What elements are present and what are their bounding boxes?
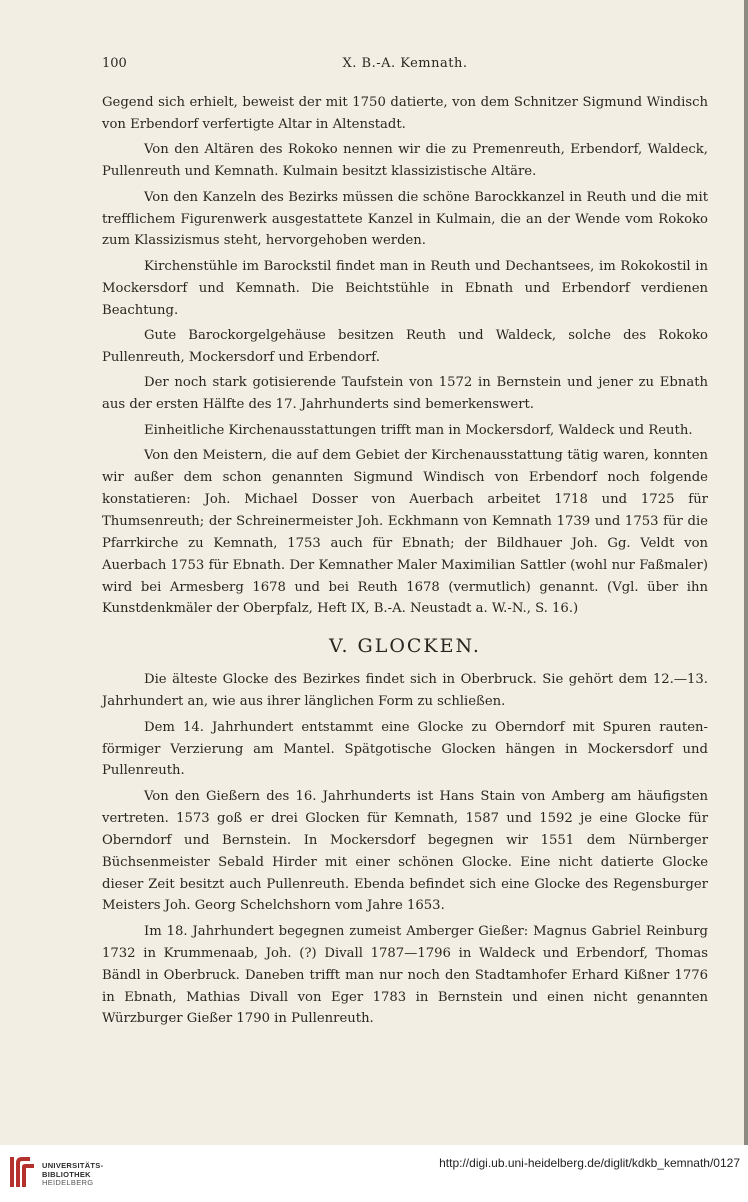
page-number: 100 (102, 56, 127, 71)
viewer-footer (0, 1145, 748, 1202)
paragraph: Von den Gießern des 16. Jahrhunderts ist Hans Stain von Amberg am häufigsten vertreten. 1573 goß er drei Glocken für Kemnath, 1587 und 1592 je eine Glocke für Oberndorf und Bernstein. In Mockersdorf begegnen wir 1551 dem Nürnberger Büchsenmeister Sebald Hirder mit einer schönen Glocke. Eine nicht datierte Glocke dieser Zeit besitzt auch Pullenreuth. Ebenda befindet sich eine Glocke des Regensburger Meisters Joh. Georg Schelchshorn vom Jahre 1653. (102, 788, 708, 914)
paragraph: Die älteste Glocke des Bezirkes findet sich in Oberbruck. Sie gehört dem 12.—13. Jahrhundert an, wie aus ihrer länglichen Form zu schließen. (102, 672, 708, 710)
paragraph: Der noch stark gotisierende Taufstein von 1572 in Bernstein und jener zu Ebnath aus der ersten Hälfte des 17. Jahrhunderts sind bemerkenswert. (102, 375, 708, 413)
paragraph: Gute Barockorgelgehäuse besitzen Reuth und Waldeck, solche des Rokoko Pullenreuth, Mockersdorf und Erbendorf. (102, 328, 708, 365)
paragraph: Im 18. Jahrhundert begegnen zumeist Amberger Gießer: Magnus Gabriel Reinburg 1732 in Krummenaab, Joh. (?) Divall 1787—1796 in Waldeck und Erbendorf, Thomas Bändl in Oberbruck. Daneben trifft man nur noch den Stadtamhofer Erhard Kißner 1776 in Ebnath, Mathias Divall von Eger 1783 in Bernstein und einen nicht genannten Würzburger Gießer 1790 in Pullenreuth. (102, 923, 708, 1027)
library-name (42, 1162, 103, 1188)
paragraph: Von den Altären des Rokoko nennen wir die zu Premenreuth, Erbendorf, Waldeck, Pullenreuth und Kemnath. Kulmain besitzt klassizistische Altäre. (102, 142, 708, 180)
permalink-url[interactable]: http://digi.ub.uni-heidelberg.de/diglit/kdkb_kemnath/0127 (439, 1156, 740, 1170)
page-header (102, 56, 708, 76)
paragraph: Kirchenstühle im Barockstil findet man in Reuth und Dechantsees, im Rokokostil in Mockersdorf und Kemnath. Die Beichtstühle in Ebnath und Erbendorf verdienen Beachtung. (102, 258, 708, 318)
page-edge-shadow (744, 0, 748, 1145)
body-text (102, 92, 708, 1034)
library-logo[interactable] (8, 1153, 168, 1193)
section-heading: V. GLOCKEN. (329, 635, 481, 658)
library-name-line1: UNIVERSITÄTS- (42, 1161, 104, 1170)
library-name-line3: HEIDELBERG (42, 1178, 94, 1187)
library-name-line2: BIBLIOTHEK (42, 1169, 91, 1179)
running-title: X. B.-A. Kemnath. (342, 56, 468, 71)
paragraph: Von den Kanzeln des Bezirks müssen die schöne Barockkanzel in Reuth und die mit trefflichem Figurenwerk ausgestattete Kanzel in Kulmain, die an der Wende vom Rokoko zum Klassizismus steht, hervorgehoben werden. (102, 189, 708, 249)
paragraph: Von den Meistern, die auf dem Gebiet der Kirchenausstattung tätig waren, konnten wir außer dem schon genannten Sigmund Windisch von Erbendorf noch folgende konstatieren: Joh. Michael Dosser von Auerbach arbeitet 1718 und 1725 für Thumsenreuth; der Schreinermeister Joh. Eckhmann von Kemnath 1739 und 1753 für die Pfarrkirche zu Kemnath, 1753 auch für Ebnath; der Bildhauer Joh. Gg. Veldt von Auerbach 1753 für Ebnath. Der Kemnather Maler Maximilian Sattler (wohl nur Faßmaler) wird bei Armesberg 1678 und bei Reuth 1678 (vermutlich) genannt. (Vgl. über ihn Kunstdenkmäler der Oberpfalz, Heft IX, B.-A. Neustadt a. W.-N., S. 16.) (102, 448, 708, 617)
paragraph: Einheitliche Kirchenausstattungen trifft man in Mockersdorf, Waldeck und Reuth. (144, 422, 693, 438)
paragraph: Gegend sich erhielt, beweist der mit 1750 datierte, von dem Schnitzer Sigmund Windisch von Erbendorf verfertigte Altar in Altenstadt. (102, 95, 708, 132)
paragraph: Dem 14. Jahrhundert entstammt eine Glocke zu Oberndorf mit Spuren rautenförmiger Verzierung am Mantel. Spätgotische Glocken hängen in Mockersdorf und Pullenreuth. (102, 719, 708, 779)
library-logo-icon (8, 1153, 38, 1191)
